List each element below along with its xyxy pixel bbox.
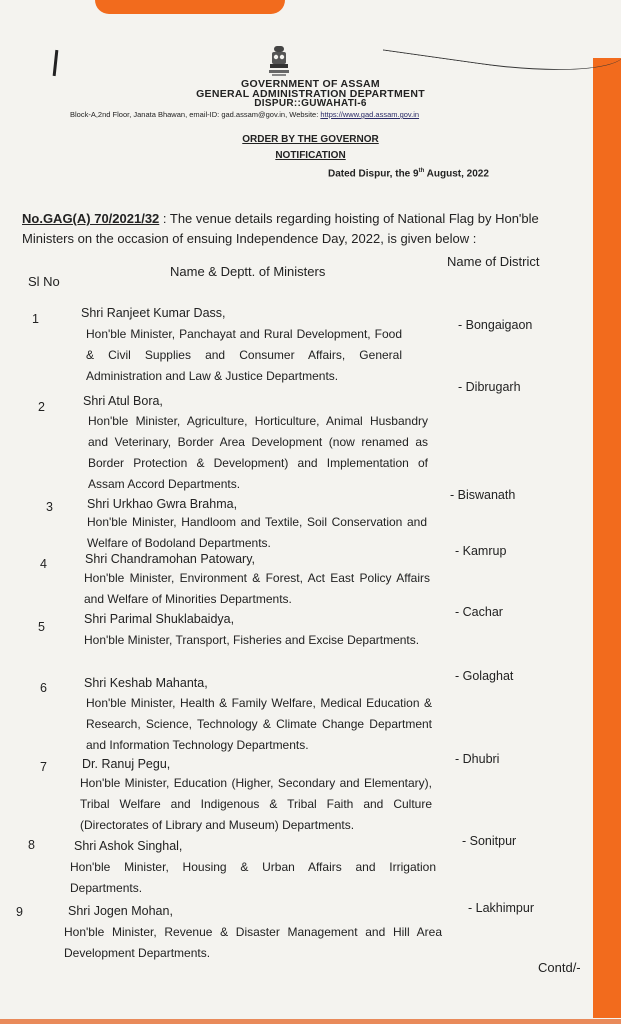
scan-bottom-edge (0, 1019, 621, 1024)
column-header-district: Name of District (447, 254, 540, 269)
address-text: Block-A,2nd Floor, Janata Bhawan, email-ID: gad.assam@gov.in, Website: (70, 110, 321, 119)
minister-name: Shri Parimal Shuklabaidya, (84, 612, 235, 626)
pen-mark (53, 50, 59, 76)
dated-line (328, 168, 489, 179)
letterhead-department: GENERAL ADMINISTRATION DEPARTMENT (196, 88, 425, 100)
minister-name: Shri Chandramohan Patowary, (85, 552, 255, 566)
minister-name: Shri Ranjeet Kumar Dass, (81, 306, 226, 320)
scan-orange-edge (593, 58, 621, 1018)
minister-name: Shri Atul Bora, (83, 394, 163, 408)
district-name: - Dibrugarh (458, 380, 521, 394)
serial-number: 2 (38, 400, 45, 414)
dated-suffix: August, 2022 (424, 168, 489, 180)
district-name: - Sonitpur (462, 834, 517, 848)
minister-portfolio: Hon'ble Minister, Handloom and Textile, Soil Conservation and Welfare of Bodoland Departments. (87, 515, 427, 550)
serial-number: 8 (28, 838, 35, 852)
minister-name: Shri Ashok Singhal, (74, 839, 183, 853)
order-line: ORDER BY THE GOVERNOR (242, 134, 379, 145)
minister-portfolio: Hon'ble Minister, Agriculture, Horticulture, Animal Husbandry and Veterinary, Border Area Development (now renamed as Border Protection & Development) and Implementation of Assam Accord Departments. (88, 414, 428, 491)
notification-heading: NOTIFICATION (275, 150, 346, 161)
column-header-sl: Sl No (28, 274, 60, 289)
dated-sup: th (418, 168, 425, 174)
website-link[interactable]: https://www.gad.assam.gov.in (320, 110, 420, 119)
minister-name: Dr. Ranuj Pegu, (82, 757, 171, 771)
letterhead-address (70, 110, 419, 119)
serial-number: 9 (16, 905, 23, 919)
reference-number: No.GAG(A) 70/2021/32 (22, 211, 160, 226)
minister-name: Shri Jogen Mohan, (68, 904, 173, 918)
district-name: - Golaghat (455, 669, 514, 683)
minister-portfolio: Hon'ble Minister, Health & Family Welfare, Medical Education & Research, Science, Technology & Climate Change Department and Information Technology Departments. (86, 696, 432, 752)
serial-number: 7 (40, 760, 47, 774)
intro-text: : The venue details regarding hoisting of National Flag by Hon'ble Ministers on the occasion of ensuing Independence Day, 2022, is given below : (22, 211, 539, 246)
minister-portfolio: Hon'ble Minister, Environment & Forest, Act East Policy Affairs and Welfare of Minorities Departments. (84, 571, 430, 606)
minister-portfolio: Hon'ble Minister, Panchayat and Rural Development, Food & Civil Supplies and Consumer Affairs, General Administration and Law & Justice Departments. (86, 327, 402, 383)
paper-fold-line (383, 0, 621, 84)
minister-portfolio: Hon'ble Minister, Revenue & Disaster Management and Hill Area Development Departments. (64, 925, 442, 960)
district-name: - Cachar (455, 605, 503, 619)
minister-portfolio: Hon'ble Minister, Housing & Urban Affairs and Irrigation Departments. (70, 860, 436, 895)
minister-portfolio: Hon'ble Minister, Transport, Fisheries and Excise Departments. (84, 633, 420, 647)
minister-portfolio: Hon'ble Minister, Education (Higher, Secondary and Elementary), Tribal Welfare and Indigenous & Tribal Faith and Culture (Directorates of Library and Museum) Departments. (80, 776, 432, 832)
district-name: - Biswanath (450, 488, 516, 502)
serial-number: 1 (32, 312, 39, 326)
minister-name: Shri Keshab Mahanta, (84, 676, 208, 690)
district-name: - Bongaigaon (458, 318, 533, 332)
scan-orange-edge (95, 0, 285, 14)
letterhead-location: DISPUR::GUWAHATI-6 (254, 98, 367, 109)
state-emblem-icon (266, 44, 292, 78)
serial-number: 5 (38, 620, 45, 634)
letterhead-government: GOVERNMENT OF ASSAM (241, 78, 380, 90)
serial-number: 4 (40, 557, 47, 571)
minister-name: Shri Urkhao Gwra Brahma, (87, 497, 238, 511)
continued-marker: Contd/- (538, 960, 581, 975)
column-header-name: Name & Deptt. of Ministers (170, 264, 326, 279)
intro-paragraph (22, 209, 582, 249)
district-name: - Lakhimpur (468, 901, 534, 915)
district-name: - Dhubri (455, 752, 500, 766)
dated-prefix: Dated Dispur, the 9 (328, 168, 419, 180)
district-name: - Kamrup (455, 544, 507, 558)
serial-number: 3 (46, 500, 53, 514)
serial-number: 6 (40, 681, 47, 695)
